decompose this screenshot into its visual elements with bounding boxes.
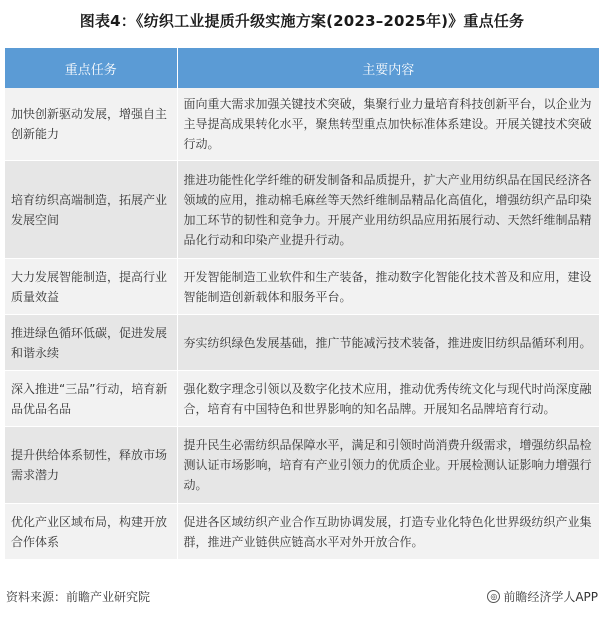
table-row xyxy=(5,504,599,560)
task-cell: 深入推进“三品”行动，培育新品优品名品 xyxy=(5,371,177,427)
header-main-content: 主要内容 xyxy=(177,48,599,88)
content-cell: 开发智能制造工业软件和生产装备，推动数字化智能化技术普及和应用，建设智能制造创新载体和服务平台。 xyxy=(177,259,599,315)
task-cell: 加快创新驱动发展，增强自主创新能力 xyxy=(5,88,177,161)
table-header-row xyxy=(5,48,599,88)
brand-name: 前瞻经济学人APP xyxy=(503,590,598,604)
table-row xyxy=(5,88,599,161)
key-tasks-table xyxy=(5,48,599,560)
brand-credit xyxy=(487,588,598,605)
task-cell: 优化产业区域布局，构建开放合作体系 xyxy=(5,504,177,560)
table-row xyxy=(5,161,599,259)
content-cell: 推进功能性化学纤维的研发制备和品质提升，扩大产业用纺织品在国民经济各领域的应用，推动棉毛麻丝等天然纤维制品精品化高值化，增强纺织产品印染加工环节的韧性和竞争力。开展产业用纺织品应用拓展行动、天然纤维制品精品化行动和印染产业提升行动。 xyxy=(177,161,599,259)
chart-title: 图表4：《纺织工业提质升级实施方案(2023–2025年)》重点任务 xyxy=(79,12,525,30)
table-row xyxy=(5,427,599,504)
task-cell: 提升供给体系韧性，释放市场需求潜力 xyxy=(5,427,177,504)
content-cell: 强化数字理念引领以及数字化技术应用，推动优秀传统文化与现代时尚深度融合，培育有中国特色和世界影响的知名品牌。开展知名品牌培育行动。 xyxy=(177,371,599,427)
source-note: 资料来源：前瞻产业研究院 xyxy=(6,590,151,604)
header-key-task: 重点任务 xyxy=(5,48,177,88)
table-row xyxy=(5,315,599,371)
task-cell: 推进绿色循环低碳，促进发展和谐永续 xyxy=(5,315,177,371)
content-cell: 促进各区域纺织产业合作互助协调发展，打造专业化特色化世界级纺织产业集群，推进产业链供应链高水平对外开放合作。 xyxy=(177,504,599,560)
task-cell: 培育纺织高端制造，拓展产业发展空间 xyxy=(5,161,177,259)
table-row xyxy=(5,371,599,427)
table-row xyxy=(5,259,599,315)
content-cell: 面向重大需求加强关键技术突破，集聚行业力量培育科技创新平台，以企业为主导提高成果转化水平，聚焦转型重点加快标准体系建设。开展关键技术突破行动。 xyxy=(177,88,599,161)
content-cell: 提升民生必需纺织品保障水平，满足和引领时尚消费升级需求，增强纺织品检测认证市场影响，培育有产业引领力的优质企业。开展检测认证影响力增强行动。 xyxy=(177,427,599,504)
copyright-icon: ◎ xyxy=(487,590,500,603)
task-cell: 大力发展智能制造，提高行业质量效益 xyxy=(5,259,177,315)
content-cell: 夯实纺织绿色发展基础，推广节能减污技术装备，推进废旧纺织品循环利用。 xyxy=(177,315,599,371)
